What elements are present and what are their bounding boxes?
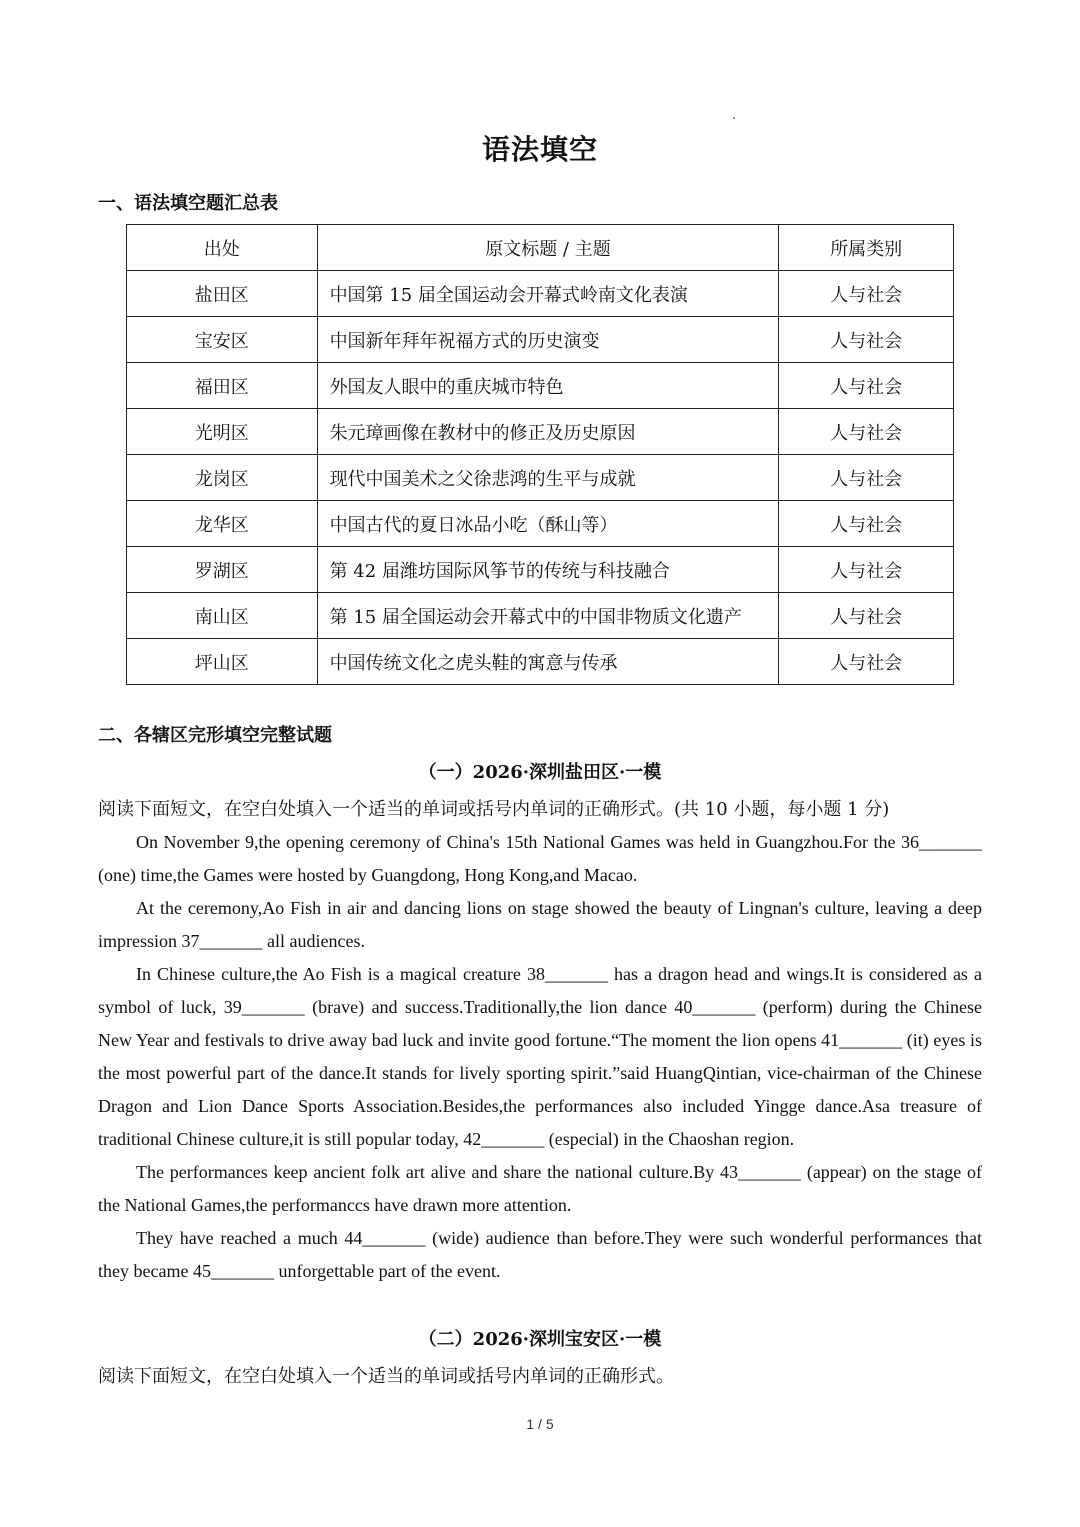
row-topic: 现代中国美术之父徐悲鸿的生平与成就 <box>317 455 779 501</box>
part1-instruction: 阅读下面短文，在空白处填入一个适当的单词或括号内单词的正确形式。(共 10 小题，每小题 1 分) <box>98 799 890 820</box>
table-row <box>127 593 954 639</box>
passage-paragraph: The performances keep ancient folk art alive and share the national culture.By 43_______ (appear) on the stage of the National Games,the performanccs have drawn more attention. <box>98 1162 982 1215</box>
row-category: 人与社会 <box>779 593 954 639</box>
row-source: 光明区 <box>127 409 318 455</box>
part1-passage <box>98 826 982 1288</box>
table-row <box>127 409 954 455</box>
row-category: 人与社会 <box>779 363 954 409</box>
table-row <box>127 639 954 685</box>
row-topic: 中国第 15 届全国运动会开幕式岭南文化表演 <box>317 271 779 317</box>
row-category: 人与社会 <box>779 271 954 317</box>
section1-heading: 一、语法填空题汇总表 <box>98 193 278 214</box>
passage-paragraph: They have reached a much 44_______ (wide) audience than before.They were such wonderful performances that they became 45_______ unforgettable part of the event. <box>98 1228 982 1281</box>
page-number: 1 / 5 <box>526 1416 554 1432</box>
row-source: 龙华区 <box>127 501 318 547</box>
row-category: 人与社会 <box>779 501 954 547</box>
table-row <box>127 455 954 501</box>
table-row <box>127 501 954 547</box>
row-topic: 第 42 届潍坊国际风筝节的传统与科技融合 <box>317 547 779 593</box>
summary-table <box>126 224 954 685</box>
row-category: 人与社会 <box>779 409 954 455</box>
row-topic: 中国新年拜年祝福方式的历史演变 <box>317 317 779 363</box>
row-source: 福田区 <box>127 363 318 409</box>
header-category: 所属类别 <box>779 225 954 271</box>
row-source: 坪山区 <box>127 639 318 685</box>
table-row <box>127 363 954 409</box>
header-topic: 原文标题 / 主题 <box>317 225 779 271</box>
row-source: 宝安区 <box>127 317 318 363</box>
row-topic: 第 15 届全国运动会开幕式中的中国非物质文化遗产 <box>317 593 779 639</box>
row-category: 人与社会 <box>779 639 954 685</box>
scan-speck <box>733 117 735 119</box>
row-topic: 中国古代的夏日冰品小吃（酥山等） <box>317 501 779 547</box>
page-title: 语法填空 <box>481 133 598 166</box>
section2-heading: 二、各辖区完形填空完整试题 <box>98 725 332 746</box>
row-category: 人与社会 <box>779 317 954 363</box>
table-row <box>127 547 954 593</box>
part1-heading: （一）2026·深圳盐田区·一模 <box>418 762 662 783</box>
row-category: 人与社会 <box>779 547 954 593</box>
table-row <box>127 317 954 363</box>
part2-heading: （二）2026·深圳宝安区·一模 <box>418 1329 662 1350</box>
row-source: 盐田区 <box>127 271 318 317</box>
row-source: 龙岗区 <box>127 455 318 501</box>
row-source: 南山区 <box>127 593 318 639</box>
table-header-row <box>127 225 954 271</box>
part2-instruction: 阅读下面短文，在空白处填入一个适当的单词或括号内单词的正确形式。 <box>98 1366 674 1387</box>
row-topic: 朱元璋画像在教材中的修正及历史原因 <box>317 409 779 455</box>
row-topic: 中国传统文化之虎头鞋的寓意与传承 <box>317 639 779 685</box>
row-topic: 外国友人眼中的重庆城市特色 <box>317 363 779 409</box>
passage-paragraph: At the ceremony,Ao Fish in air and dancing lions on stage showed the beauty of Lingnan's culture, leaving a deep impression 37_______ all audiences. <box>98 898 982 951</box>
row-source: 罗湖区 <box>127 547 318 593</box>
row-category: 人与社会 <box>779 455 954 501</box>
passage-paragraph: In Chinese culture,the Ao Fish is a magical creature 38_______ has a dragon head and wings.It is considered as a symbol of luck, 39_______ (brave) and success.Traditionally,the lion dance 40_______ (perform) during the Chinese New Year and festivals to drive away bad luck and invite good fortune.“The moment the lion opens 41_______ (it) eyes is the most powerful part of the dance.It stands for lively sporting spirit.”said HuangQintian, vice-chairman of the Chinese Dragon and Lion Dance Sports Association.Besides,the performances also included Yingge dance.Asa treasure of traditional Chinese culture,it is still popular today, 42_______ (especial) in the Chaoshan region. <box>98 964 982 1149</box>
passage-paragraph: On November 9,the opening ceremony of China's 15th National Games was held in Guangzhou.For the 36_______ (one) time,the Games were hosted by Guangdong, Hong Kong,and Macao. <box>98 832 982 885</box>
summary-table-body <box>127 271 954 685</box>
header-source: 出处 <box>127 225 318 271</box>
table-row <box>127 271 954 317</box>
